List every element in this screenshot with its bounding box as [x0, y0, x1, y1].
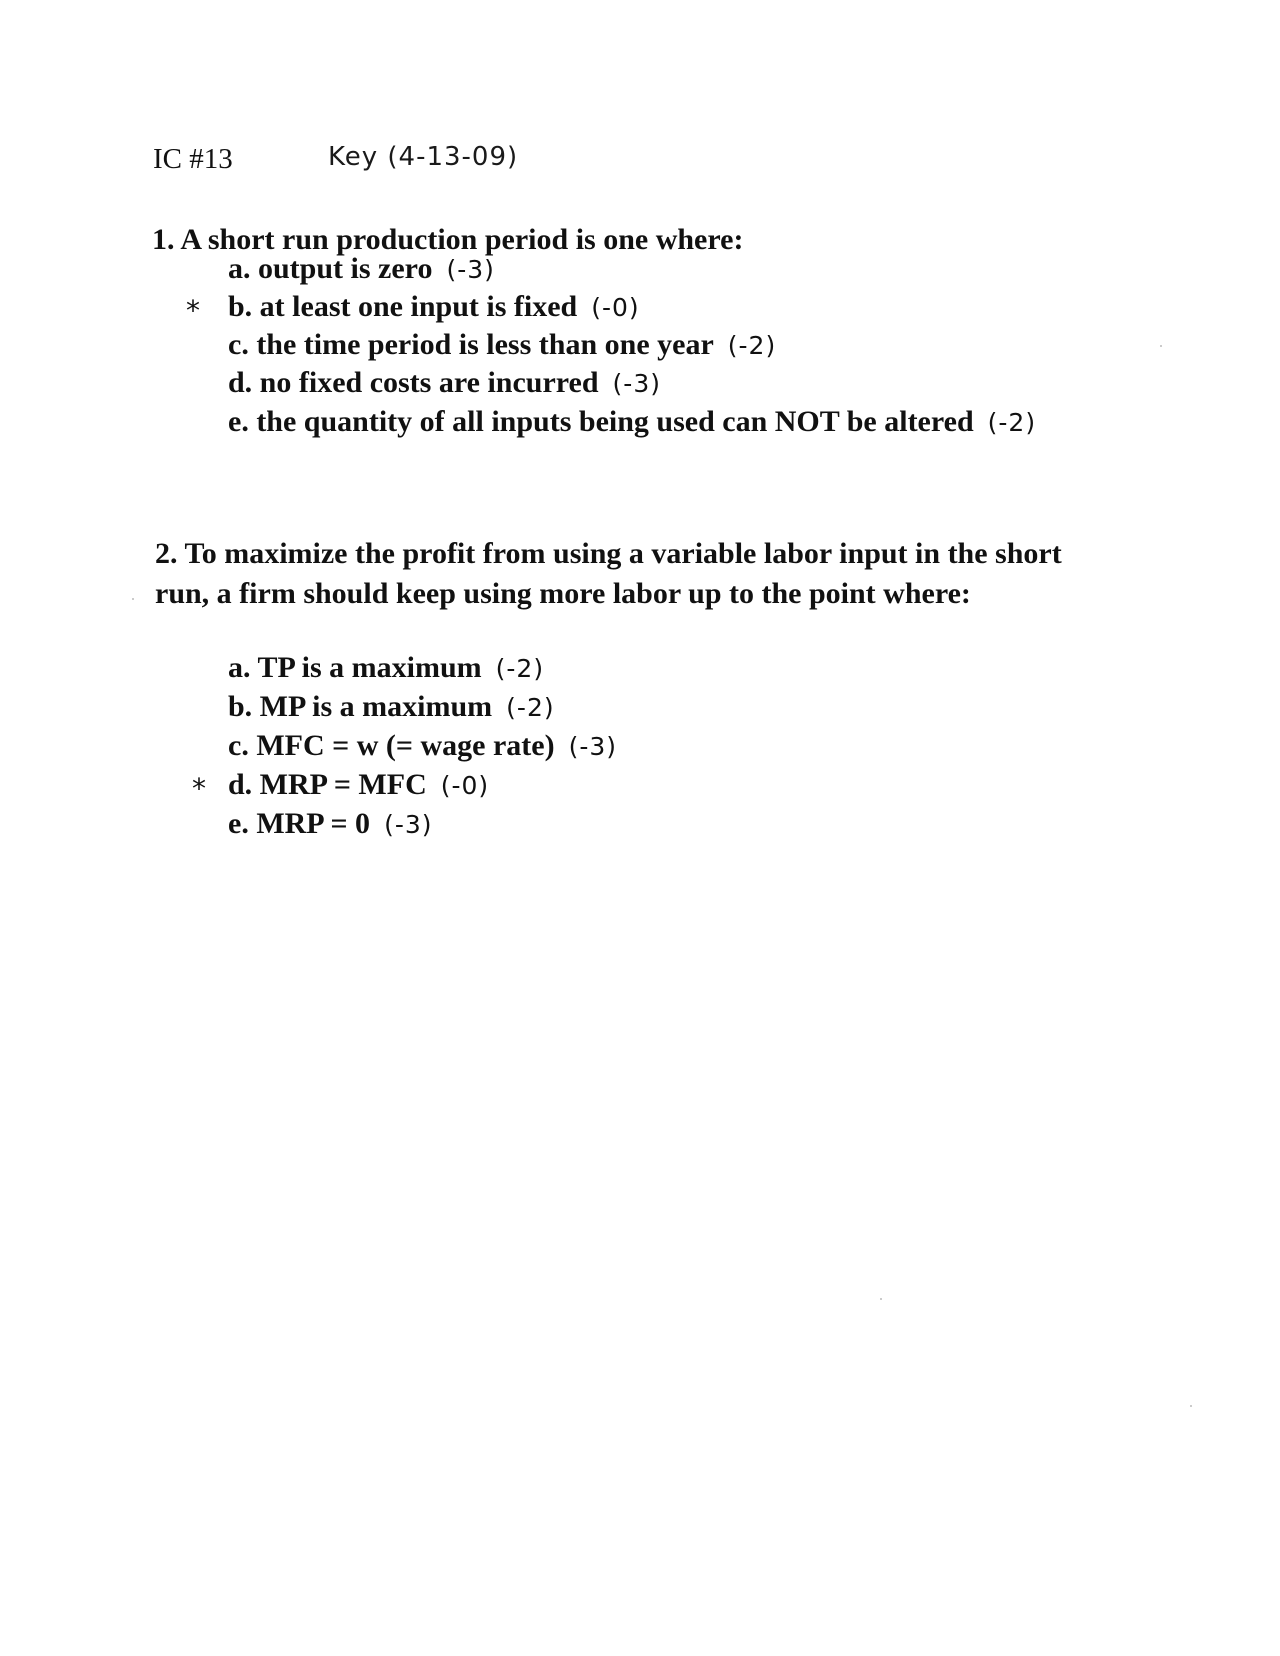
- answer-star-icon: *: [192, 772, 206, 805]
- handwritten-annotation: (-2): [495, 654, 545, 683]
- question-2-prompt: 2. To maximize the profit from using a variable labor input in the short run, a firm should keep using more labor up to the point where:: [155, 537, 1062, 610]
- q2-option-d: [228, 768, 489, 802]
- q1-option-c: [228, 328, 776, 362]
- handwritten-annotation: (-3): [446, 255, 495, 284]
- handwritten-annotation: (-3): [568, 732, 617, 761]
- option-text: c. the time period is less than one year: [228, 328, 714, 361]
- option-text: a. TP is a maximum: [228, 651, 482, 684]
- option-text: a. output is zero: [228, 252, 433, 285]
- q2-option-c: [228, 729, 617, 763]
- q2-option-a: [228, 651, 544, 685]
- scan-speck: [1190, 1405, 1192, 1407]
- scan-speck: [1160, 345, 1162, 347]
- q1-option-e: [228, 405, 1036, 439]
- question-1-prompt: 1. A short run production period is one where:: [152, 223, 744, 256]
- q1-option-b: [228, 290, 640, 324]
- option-text: b. MP is a maximum: [228, 690, 493, 723]
- scan-speck: [132, 598, 134, 600]
- handwritten-annotation: (-0): [440, 771, 490, 800]
- handwritten-annotation: (-2): [506, 693, 555, 722]
- option-text: b. at least one input is fixed: [228, 290, 578, 323]
- option-text: c. MFC = w (= wage rate): [228, 729, 555, 762]
- q2-option-b: [228, 690, 555, 724]
- document-title: IC #13: [153, 143, 233, 175]
- handwritten-annotation: (-3): [612, 369, 661, 398]
- scan-speck: [880, 1298, 882, 1300]
- handwritten-annotation: (-3): [384, 810, 433, 839]
- q1-option-d: [228, 366, 661, 400]
- option-text: d. MRP = MFC: [228, 768, 427, 801]
- option-text: d. no fixed costs are incurred: [228, 366, 599, 399]
- handwritten-annotation: (-0): [591, 293, 640, 322]
- handwritten-annotation: (-2): [727, 331, 777, 360]
- handwritten-key-note: Key (4-13-09): [328, 142, 519, 172]
- answer-star-icon: *: [186, 294, 200, 327]
- q1-option-a: [228, 252, 495, 286]
- option-text: e. the quantity of all inputs being used can NOT be altered: [228, 405, 974, 438]
- handwritten-annotation: (-2): [987, 408, 1037, 437]
- q2-option-e: [228, 807, 433, 841]
- option-text: e. MRP = 0: [228, 807, 371, 840]
